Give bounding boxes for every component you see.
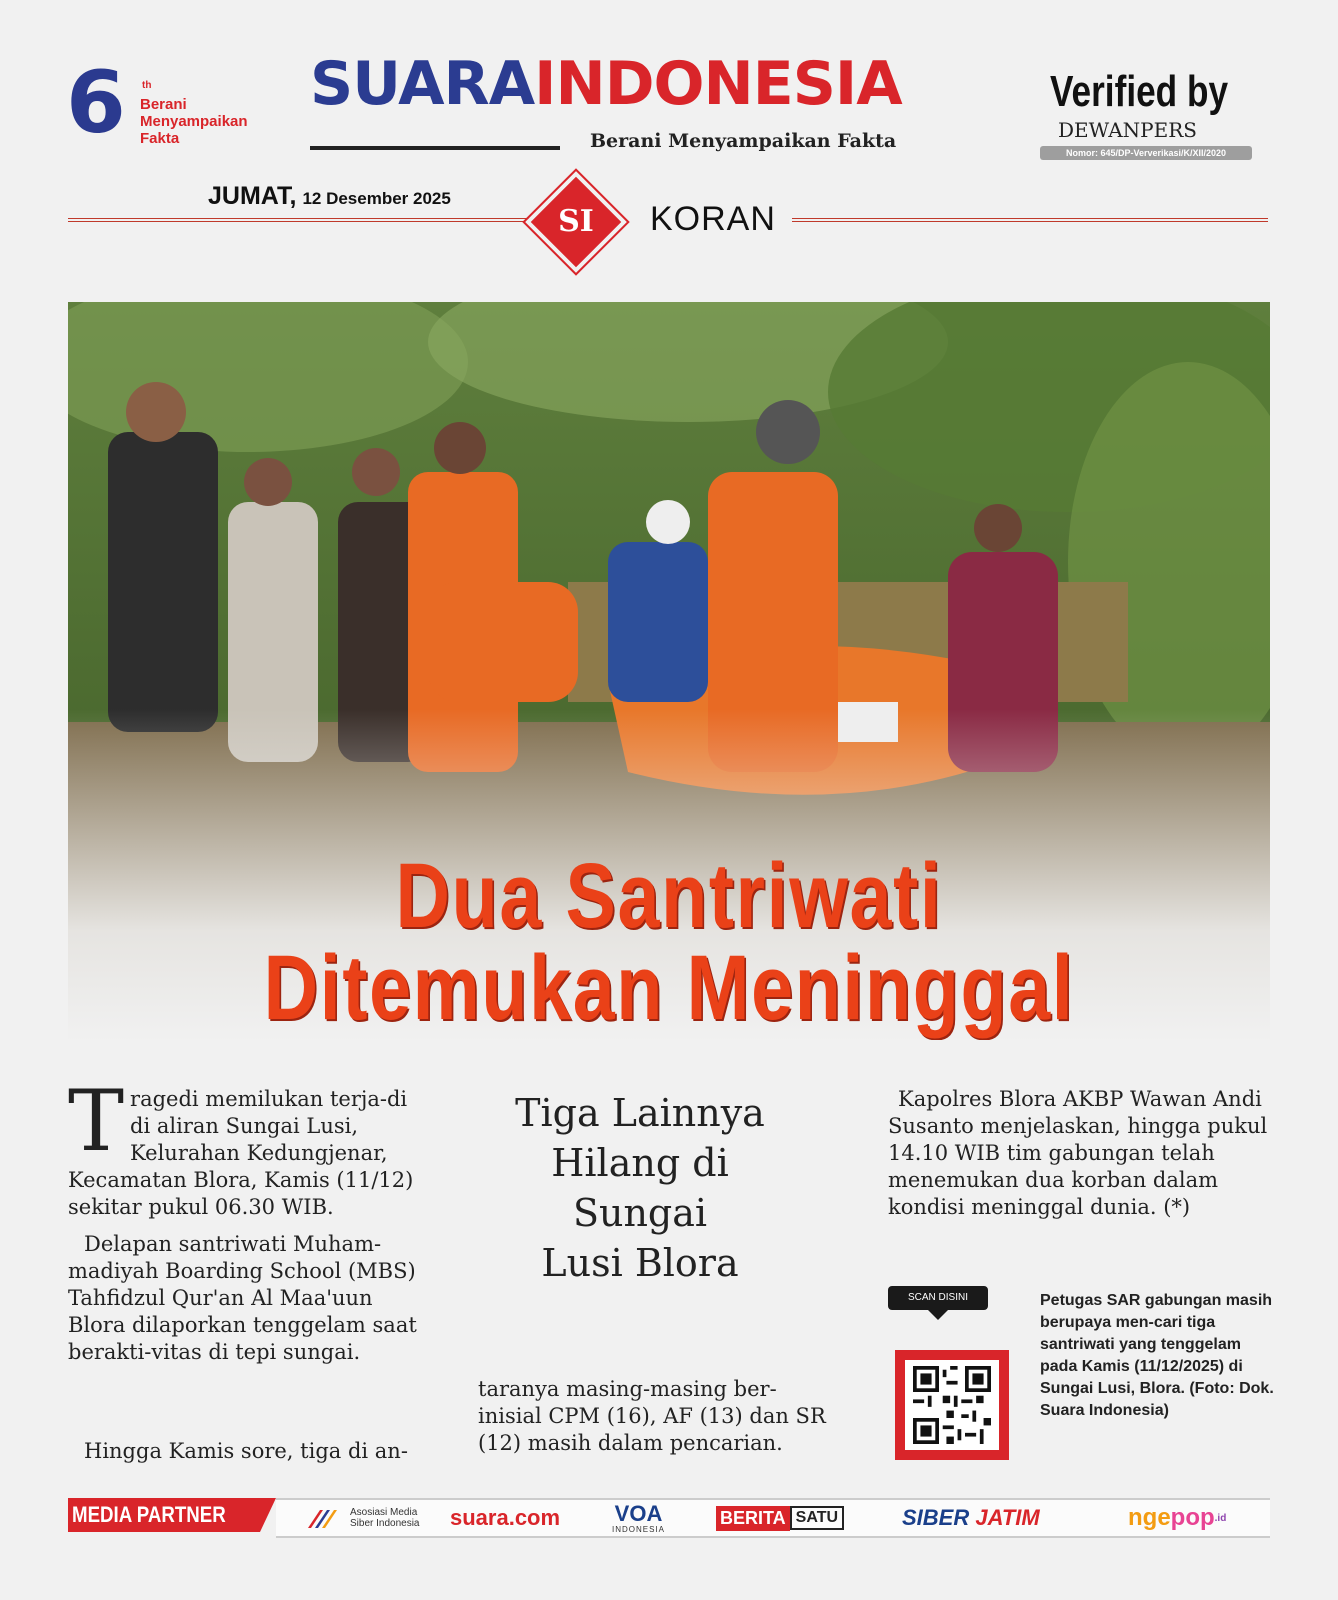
verified-number: Nomor: 645/DP-Ververikasi/K/XII/2020 bbox=[1040, 146, 1252, 160]
qr-code-icon bbox=[911, 1366, 993, 1444]
anniversary-tagline: Berani Menyampaikan Fakta bbox=[140, 96, 248, 147]
scan-label: SCAN DISINI bbox=[888, 1286, 988, 1310]
article-column-3 bbox=[888, 1086, 1268, 1221]
media-partner-label-tail bbox=[260, 1498, 276, 1532]
partner-logo-voa[interactable] bbox=[612, 1500, 665, 1536]
partner-logo-ngepop[interactable] bbox=[1128, 1500, 1226, 1536]
subheadline bbox=[470, 1088, 810, 1288]
masthead-logo[interactable] bbox=[310, 49, 1030, 154]
subheadline-line: Lusi Blora bbox=[541, 1241, 739, 1285]
partner-logo-siberjatim[interactable] bbox=[902, 1500, 1040, 1536]
subheadline-line: Tiga Lainnya bbox=[515, 1091, 765, 1135]
beritasatu-part2: SATU bbox=[790, 1506, 844, 1530]
headline-line2: Ditemukan Meninggal bbox=[263, 937, 1075, 1039]
headline-line1: Dua Santriwati bbox=[395, 845, 943, 947]
article-para-2: Delapan santriwati Muham-madiyah Boarding School (MBS) Tahfidzul Qur'an Al Maa'uun Blora dilaporkan tenggelam saat berakti-vitas di tepi sungai. bbox=[68, 1232, 417, 1364]
si-logo-text: SI bbox=[558, 204, 594, 239]
siber-text: SIBER bbox=[902, 1505, 970, 1530]
anniversary-badge bbox=[66, 53, 286, 156]
section-name: KORAN bbox=[650, 200, 776, 238]
anniversary-suffix: th bbox=[142, 80, 152, 91]
nge-text: nge bbox=[1128, 1504, 1171, 1531]
ngepop-id: .id bbox=[1214, 1512, 1227, 1524]
voa-subtext: INDONESIA bbox=[612, 1524, 666, 1534]
subheadline-line: Hilang di bbox=[551, 1141, 729, 1185]
pop-text: pop bbox=[1170, 1504, 1215, 1531]
masthead-slogan: Berani Menyampaikan Fakta bbox=[590, 130, 897, 152]
beritasatu-part1: BERITA bbox=[716, 1506, 790, 1531]
article-para-1 bbox=[68, 1072, 428, 1221]
masthead-divider bbox=[310, 146, 560, 150]
photo-caption: Petugas SAR gabungan masih berupaya men-cari tiga santriwati yang tenggelam pada Kamis (11/12/2025) di Sungai Lusi, Blora. (Foto: Dok. Suara Indonesia) bbox=[1040, 1292, 1274, 1419]
article-para-4: taranya masing-masing ber-inisial CPM (16), AF (13) dan SR (12) masih dalam pencarian. bbox=[478, 1377, 826, 1455]
verified-title: Verified by bbox=[1050, 67, 1229, 116]
subheadline-line: Sungai bbox=[572, 1191, 708, 1235]
partner-logo-beritasatu[interactable] bbox=[716, 1500, 844, 1536]
anniversary-number: 6 bbox=[66, 53, 126, 153]
amsi-stripes-icon bbox=[306, 1506, 350, 1530]
qr-code[interactable] bbox=[895, 1350, 1009, 1460]
media-partner-label bbox=[68, 1498, 260, 1532]
article-para-5: Kapolres Blora AKBP Wawan Andi Susanto menjelaskan, hingga pukul 14.10 WIB tim gabungan telah menemukan dua korban dalam kondisi meninggal dunia. (*) bbox=[888, 1087, 1268, 1219]
partner-logo-amsi[interactable] bbox=[306, 1500, 430, 1536]
issue-day: JUMAT, bbox=[208, 182, 297, 210]
scan-arrow-icon bbox=[928, 1310, 948, 1320]
masthead-title bbox=[310, 49, 902, 119]
headline bbox=[68, 845, 1270, 1039]
issue-date-value: 12 Desember 2025 bbox=[302, 189, 451, 208]
article-para-3: Hingga Kamis sore, tiga di an- bbox=[84, 1439, 408, 1463]
article-para-1-text: ragedi memilukan terja-di di aliran Sungai Lusi, Kelurahan Kedungjenar, Kecamatan Blora, Kamis (11/12) sekitar pukul 06.30 WIB. bbox=[68, 1087, 414, 1219]
suara-text: suara.com bbox=[450, 1505, 561, 1530]
partner-logo-suara[interactable] bbox=[450, 1500, 560, 1536]
amsi-text: Asosiasi Media Siber Indonesia bbox=[350, 1507, 420, 1529]
media-partner-label-text: MEDIA PARTNER bbox=[72, 1502, 226, 1527]
voa-text: VOA bbox=[614, 1500, 663, 1526]
issue-date bbox=[208, 182, 451, 211]
article-column-1 bbox=[68, 1072, 428, 1376]
verified-org: DEWANPERS bbox=[1058, 118, 1197, 142]
masthead-title-part2: INDONESIA bbox=[534, 49, 902, 119]
verified-badge bbox=[1050, 67, 1270, 170]
dropcap: T bbox=[68, 1072, 125, 1170]
masthead-title-part1: SUARA bbox=[310, 49, 535, 119]
jatim-text: JATIM bbox=[975, 1505, 1040, 1530]
